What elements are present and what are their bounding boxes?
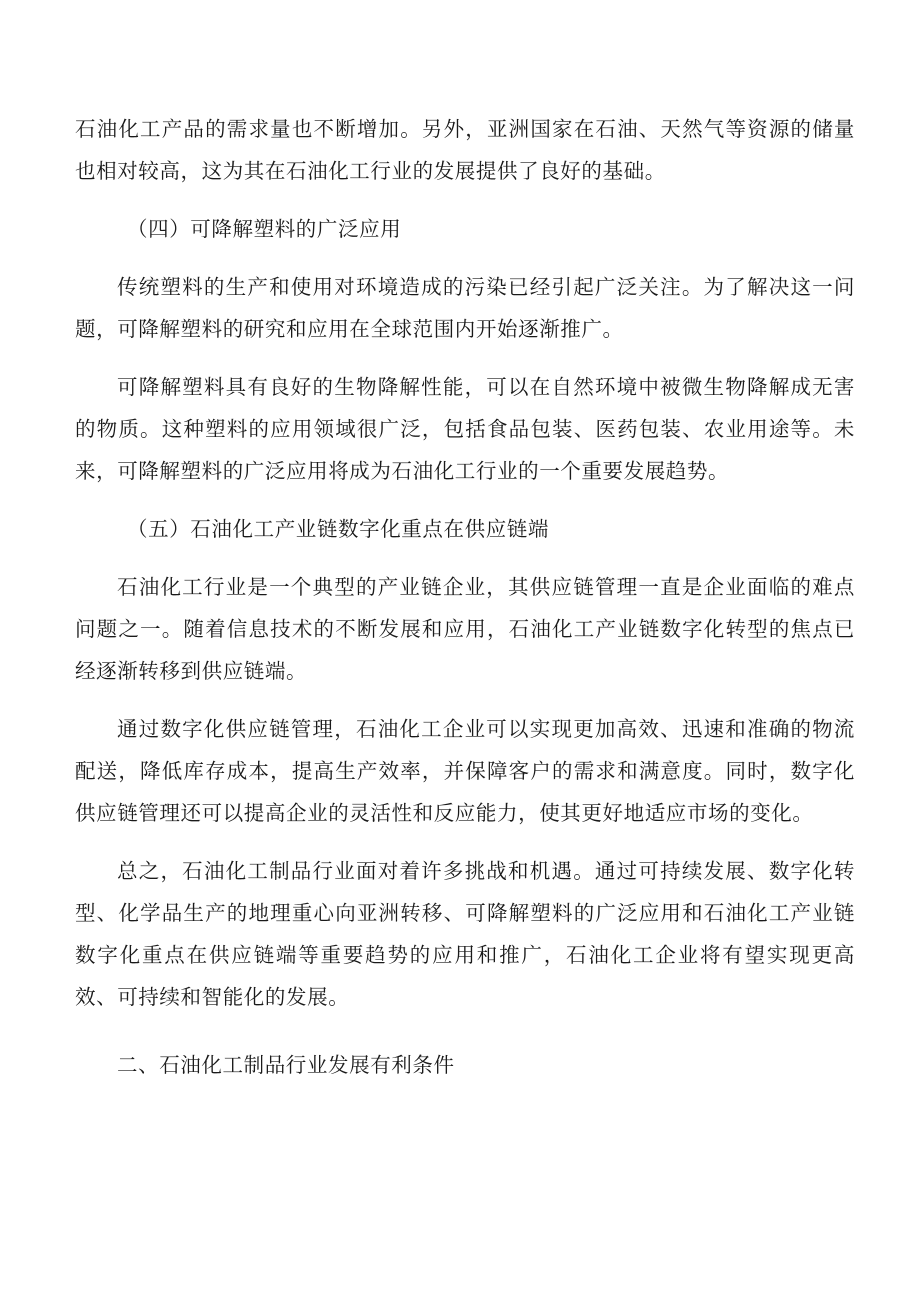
chapter-2-heading: 二、石油化工制品行业发展有利条件 bbox=[117, 1053, 455, 1077]
summary-paragraph: 总之，石油化工制品行业面对着许多挑战和机遇。通过可持续发展、数字化转型、化学品生产的地理重心向亚洲转移、可降解塑料的广泛应用和石油化工产业链数字化重点在供应链端等重要趋势的应用和推广，石油化工企业将有望实现更高效、可持续和智能化的发展。 bbox=[75, 859, 855, 1009]
section-4-paragraph-2: 可降解塑料具有良好的生物降解性能，可以在自然环境中被微生物降解成无害的物质。这种塑料的应用领域很广泛，包括食品包装、医药包装、农业用途等。未来，可降解塑料的广泛应用将成为石油化工行业的一个重要发展趋势。 bbox=[75, 375, 855, 483]
section-5-paragraph-1: 石油化工行业是一个典型的产业链企业，其供应链管理一直是企业面临的难点问题之一。随着信息技术的不断发展和应用，石油化工产业链数字化转型的焦点已经逐渐转移到供应链端。 bbox=[75, 575, 855, 683]
section-5-title: （五）石油化工产业链数字化重点在供应链端 bbox=[127, 517, 549, 541]
paragraph-continued: 石油化工产品的需求量也不断增加。另外，亚洲国家在石油、天然气等资源的储量也相对较高，这为其在石油化工行业的发展提供了良好的基础。 bbox=[75, 117, 855, 183]
section-4-title: （四）可降解塑料的广泛应用 bbox=[127, 217, 402, 241]
section-5-paragraph-2: 通过数字化供应链管理，石油化工企业可以实现更加高效、迅速和准确的物流配送，降低库存成本，提高生产效率，并保障客户的需求和满意度。同时，数字化供应链管理还可以提高企业的灵活性和反应能力，使其更好地适应市场的变化。 bbox=[75, 717, 855, 825]
document-body bbox=[75, 108, 855, 1086]
section-4-paragraph-1: 传统塑料的生产和使用对环境造成的污染已经引起广泛关注。为了解决这一问题，可降解塑料的研究和应用在全球范围内开始逐渐推广。 bbox=[75, 275, 855, 341]
